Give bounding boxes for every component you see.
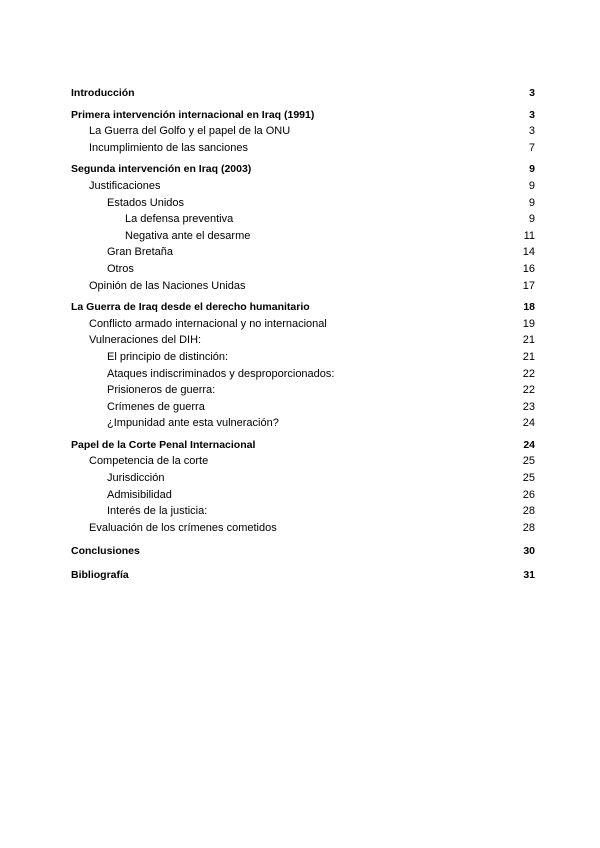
toc-entry-page: 3 — [528, 125, 535, 138]
toc-entry-title: Interés de la justicia: — [107, 505, 208, 518]
toc-entry-page: 23 — [522, 400, 535, 413]
toc-entry[interactable] — [71, 399, 535, 416]
toc-entry[interactable] — [71, 366, 535, 383]
toc-entry-title: Opinión de las Naciones Unidas — [89, 279, 246, 292]
toc-entry[interactable] — [71, 261, 535, 278]
toc-entry-title: Negativa ante el desarme — [125, 229, 251, 242]
toc-entry-title: Gran Bretaña — [107, 246, 174, 259]
toc-entry-title: Conclusiones — [71, 545, 140, 558]
toc-entry-page: 14 — [522, 246, 535, 259]
toc-entry-title: La defensa preventiva — [125, 213, 234, 226]
toc-entry-title: La Guerra de Iraq desde el derecho humanitario — [71, 301, 310, 314]
toc-entry-page: 21 — [522, 334, 535, 347]
toc-entry-page: 22 — [522, 367, 535, 380]
toc-entry[interactable] — [71, 567, 535, 584]
toc-entry[interactable] — [71, 437, 535, 454]
toc-entry-title: El principio de distinción: — [107, 350, 229, 363]
toc-entry-page: 28 — [522, 521, 535, 534]
toc-entry[interactable] — [71, 278, 535, 295]
toc-entry-page: 17 — [522, 279, 535, 292]
toc-entry[interactable] — [71, 487, 535, 504]
toc-entry-title: Estados Unidos — [107, 196, 185, 209]
table-of-contents — [71, 85, 535, 584]
toc-entry-page: 9 — [529, 163, 535, 176]
toc-entry[interactable] — [71, 107, 535, 124]
toc-entry-title: Competencia de la corte — [89, 455, 209, 468]
toc-entry-title: Conflicto armado internacional y no internacional — [89, 317, 327, 330]
toc-entry[interactable] — [71, 503, 535, 520]
toc-entry-page: 9 — [528, 196, 535, 209]
toc-entry-page: 19 — [522, 317, 535, 330]
toc-entry[interactable] — [71, 453, 535, 470]
toc-entry-title: Papel de la Corte Penal Internacional — [71, 438, 256, 451]
toc-entry[interactable] — [71, 140, 535, 157]
toc-entry-title: Primera intervención internacional en Iraq (1991) — [71, 108, 315, 121]
toc-entry-page: 3 — [529, 108, 535, 121]
toc-entry-title: Otros — [107, 262, 134, 275]
toc-entry[interactable] — [71, 85, 535, 102]
toc-entry[interactable] — [71, 161, 535, 178]
toc-entry[interactable] — [71, 415, 535, 432]
toc-entry[interactable] — [71, 195, 535, 212]
toc-entry-page: 9 — [528, 179, 535, 192]
toc-entry-title: Ataques indiscriminados y desproporcionados: — [107, 367, 335, 380]
toc-entry-title: La Guerra del Golfo y el papel de la ONU — [89, 125, 291, 138]
toc-entry-page: 25 — [522, 472, 535, 485]
toc-entry-title: Introducción — [71, 87, 135, 99]
toc-entry[interactable] — [71, 228, 535, 245]
toc-entry[interactable] — [71, 123, 535, 140]
toc-entry[interactable] — [71, 382, 535, 399]
toc-entry-title: Vulneraciones del DIH: — [89, 334, 202, 347]
toc-entry-page: 21 — [522, 350, 535, 363]
toc-entry[interactable] — [71, 332, 535, 349]
toc-entry-title: Incumplimiento de las sanciones — [89, 141, 248, 154]
toc-entry-title: Justificaciones — [89, 179, 161, 192]
toc-entry-title: ¿Impunidad ante esta vulneración? — [107, 417, 279, 430]
toc-entry-page: 24 — [523, 438, 535, 451]
toc-entry-page: 31 — [523, 569, 535, 582]
toc-entry-page: 26 — [522, 488, 535, 501]
toc-entry-title: Jurisdicción — [107, 472, 165, 485]
toc-entry-page: 28 — [522, 505, 535, 518]
toc-entry[interactable] — [71, 316, 535, 333]
toc-entry-page: 30 — [523, 545, 535, 558]
toc-entry[interactable] — [71, 299, 535, 316]
toc-entry[interactable] — [71, 470, 535, 487]
toc-entry-title: Evaluación de los crímenes cometidos — [89, 521, 277, 534]
toc-entry[interactable] — [71, 543, 535, 560]
toc-entry-page: 16 — [522, 262, 535, 275]
toc-entry-page: 24 — [522, 417, 535, 430]
toc-entry-title: Prisioneros de guerra: — [107, 384, 216, 397]
toc-entry-title: Bibliografía — [71, 569, 129, 582]
toc-entry[interactable] — [71, 211, 535, 228]
toc-entry[interactable] — [71, 178, 535, 195]
toc-entry[interactable] — [71, 349, 535, 366]
toc-entry-page: 18 — [523, 301, 535, 314]
toc-entry-page: 22 — [522, 384, 535, 397]
toc-entry-page: 3 — [529, 87, 535, 99]
toc-entry-title: Crímenes de guerra — [107, 400, 205, 413]
toc-entry-title: Segunda intervención en Iraq (2003) — [71, 163, 252, 176]
toc-entry-page: 25 — [522, 455, 535, 468]
toc-entry[interactable] — [71, 520, 535, 537]
toc-entry-title: Admisibilidad — [107, 488, 172, 501]
toc-entry-page: 9 — [528, 213, 535, 226]
toc-entry-page: 11 — [523, 229, 535, 242]
toc-entry[interactable] — [71, 244, 535, 261]
toc-entry-page: 7 — [528, 141, 535, 154]
